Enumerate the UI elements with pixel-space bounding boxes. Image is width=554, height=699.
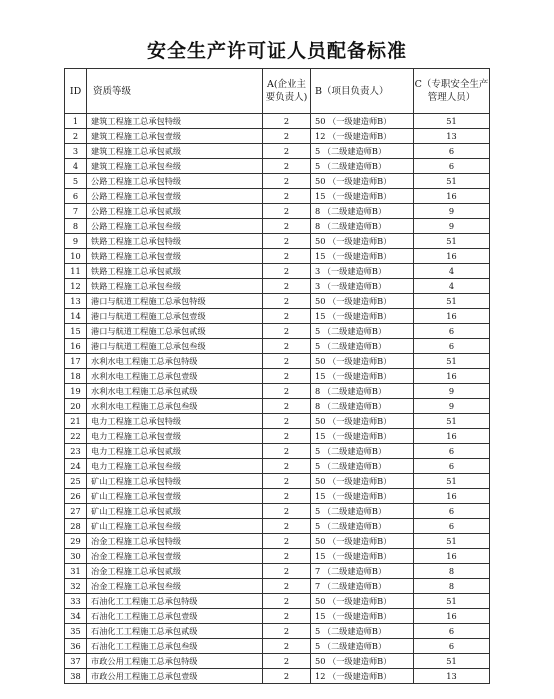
row-id-cell: 36 bbox=[65, 639, 87, 654]
table-row bbox=[65, 459, 490, 474]
row-grade-cell: 铁路工程施工总承包壹级 bbox=[87, 249, 263, 264]
row-a-cell: 2 bbox=[263, 114, 311, 129]
row-a-cell: 2 bbox=[263, 309, 311, 324]
row-c-cell: 16 bbox=[414, 249, 490, 264]
row-c-cell: 4 bbox=[414, 279, 490, 294]
row-a-cell: 2 bbox=[263, 594, 311, 609]
row-grade-cell: 铁路工程施工总承包特级 bbox=[87, 234, 263, 249]
table-row bbox=[65, 564, 490, 579]
row-c-cell: 51 bbox=[414, 474, 490, 489]
row-c-cell: 6 bbox=[414, 339, 490, 354]
row-grade-cell: 矿山工程施工总承包贰级 bbox=[87, 504, 263, 519]
row-grade-cell: 水利水电工程施工总承包贰级 bbox=[87, 384, 263, 399]
row-b-cell: 50 （一级建造师B） bbox=[311, 294, 414, 309]
row-c-cell: 6 bbox=[414, 639, 490, 654]
row-b-cell: 15 （一级建造师B） bbox=[311, 249, 414, 264]
table-row bbox=[65, 309, 490, 324]
row-grade-cell: 水利水电工程施工总承包壹级 bbox=[87, 369, 263, 384]
row-a-cell: 2 bbox=[263, 159, 311, 174]
row-a-cell: 2 bbox=[263, 144, 311, 159]
row-a-cell: 2 bbox=[263, 384, 311, 399]
row-c-cell: 4 bbox=[414, 264, 490, 279]
row-a-cell: 2 bbox=[263, 489, 311, 504]
row-b-cell: 5 （二级建造师B） bbox=[311, 519, 414, 534]
table-row bbox=[65, 414, 490, 429]
table-row bbox=[65, 519, 490, 534]
row-a-cell: 2 bbox=[263, 639, 311, 654]
row-a-cell: 2 bbox=[263, 174, 311, 189]
row-a-cell: 2 bbox=[263, 504, 311, 519]
table-row bbox=[65, 624, 490, 639]
row-b-cell: 15 （一级建造师B） bbox=[311, 429, 414, 444]
row-b-cell: 5 （二级建造师B） bbox=[311, 504, 414, 519]
row-c-cell: 51 bbox=[414, 594, 490, 609]
row-b-cell: 50 （一级建造师B） bbox=[311, 234, 414, 249]
row-c-cell: 51 bbox=[414, 174, 490, 189]
staffing-standard-table bbox=[64, 68, 490, 684]
row-id-cell: 21 bbox=[65, 414, 87, 429]
row-b-cell: 15 （一级建造师B） bbox=[311, 549, 414, 564]
row-b-cell: 5 （二级建造师B） bbox=[311, 339, 414, 354]
row-grade-cell: 港口与航道工程施工总承包贰级 bbox=[87, 324, 263, 339]
row-grade-cell: 市政公用工程施工总承包特级 bbox=[87, 654, 263, 669]
row-b-cell: 50 （一级建造师B） bbox=[311, 654, 414, 669]
row-c-cell: 6 bbox=[414, 144, 490, 159]
row-c-cell: 16 bbox=[414, 549, 490, 564]
row-grade-cell: 石油化工工程施工总承包贰级 bbox=[87, 624, 263, 639]
row-id-cell: 37 bbox=[65, 654, 87, 669]
table-row bbox=[65, 339, 490, 354]
row-id-cell: 25 bbox=[65, 474, 87, 489]
table-row bbox=[65, 489, 490, 504]
row-id-cell: 6 bbox=[65, 189, 87, 204]
row-c-cell: 6 bbox=[414, 519, 490, 534]
row-a-cell: 2 bbox=[263, 624, 311, 639]
table-row bbox=[65, 549, 490, 564]
row-a-cell: 2 bbox=[263, 459, 311, 474]
row-a-cell: 2 bbox=[263, 519, 311, 534]
header-c: C（专职安全生产管理人员） bbox=[414, 69, 490, 114]
row-id-cell: 10 bbox=[65, 249, 87, 264]
row-c-cell: 16 bbox=[414, 189, 490, 204]
row-b-cell: 5 （二级建造师B） bbox=[311, 159, 414, 174]
row-b-cell: 50 （一级建造师B） bbox=[311, 594, 414, 609]
row-id-cell: 33 bbox=[65, 594, 87, 609]
row-grade-cell: 矿山工程施工总承包叁级 bbox=[87, 519, 263, 534]
row-c-cell: 9 bbox=[414, 204, 490, 219]
row-c-cell: 51 bbox=[414, 654, 490, 669]
row-c-cell: 6 bbox=[414, 624, 490, 639]
row-grade-cell: 建筑工程施工总承包叁级 bbox=[87, 159, 263, 174]
row-id-cell: 15 bbox=[65, 324, 87, 339]
row-b-cell: 5 （二级建造师B） bbox=[311, 639, 414, 654]
row-c-cell: 51 bbox=[414, 534, 490, 549]
table-row bbox=[65, 189, 490, 204]
row-b-cell: 3 （一级建造师B） bbox=[311, 264, 414, 279]
table-row bbox=[65, 144, 490, 159]
row-b-cell: 15 （一级建造师B） bbox=[311, 369, 414, 384]
table-row bbox=[65, 324, 490, 339]
table-row bbox=[65, 369, 490, 384]
table-row bbox=[65, 159, 490, 174]
table-row bbox=[65, 504, 490, 519]
table-row bbox=[65, 609, 490, 624]
row-grade-cell: 矿山工程施工总承包特级 bbox=[87, 474, 263, 489]
row-id-cell: 28 bbox=[65, 519, 87, 534]
row-id-cell: 4 bbox=[65, 159, 87, 174]
row-id-cell: 5 bbox=[65, 174, 87, 189]
table-row bbox=[65, 264, 490, 279]
row-a-cell: 2 bbox=[263, 219, 311, 234]
table-row bbox=[65, 114, 490, 129]
row-a-cell: 2 bbox=[263, 294, 311, 309]
row-b-cell: 3 （一级建造师B） bbox=[311, 279, 414, 294]
row-id-cell: 30 bbox=[65, 549, 87, 564]
row-b-cell: 8 （二级建造师B） bbox=[311, 384, 414, 399]
row-id-cell: 22 bbox=[65, 429, 87, 444]
row-b-cell: 5 （二级建造师B） bbox=[311, 624, 414, 639]
row-a-cell: 2 bbox=[263, 189, 311, 204]
row-id-cell: 35 bbox=[65, 624, 87, 639]
row-b-cell: 12 （一级建造师B） bbox=[311, 669, 414, 684]
table-row bbox=[65, 579, 490, 594]
row-grade-cell: 建筑工程施工总承包壹级 bbox=[87, 129, 263, 144]
row-c-cell: 51 bbox=[414, 114, 490, 129]
row-grade-cell: 石油化工工程施工总承包壹级 bbox=[87, 609, 263, 624]
row-grade-cell: 冶金工程施工总承包叁级 bbox=[87, 579, 263, 594]
table-row bbox=[65, 234, 490, 249]
row-a-cell: 2 bbox=[263, 534, 311, 549]
row-a-cell: 2 bbox=[263, 264, 311, 279]
header-id: ID bbox=[65, 69, 87, 114]
row-id-cell: 12 bbox=[65, 279, 87, 294]
row-a-cell: 2 bbox=[263, 549, 311, 564]
row-grade-cell: 水利水电工程施工总承包特级 bbox=[87, 354, 263, 369]
table-body bbox=[65, 114, 490, 684]
row-a-cell: 2 bbox=[263, 204, 311, 219]
table-row bbox=[65, 474, 490, 489]
row-b-cell: 5 （二级建造师B） bbox=[311, 444, 414, 459]
row-b-cell: 15 （一级建造师B） bbox=[311, 489, 414, 504]
table-row bbox=[65, 204, 490, 219]
row-b-cell: 5 （二级建造师B） bbox=[311, 324, 414, 339]
table-row bbox=[65, 249, 490, 264]
row-b-cell: 15 （一级建造师B） bbox=[311, 609, 414, 624]
row-b-cell: 50 （一级建造师B） bbox=[311, 414, 414, 429]
row-grade-cell: 公路工程施工总承包叁级 bbox=[87, 219, 263, 234]
row-grade-cell: 铁路工程施工总承包叁级 bbox=[87, 279, 263, 294]
header-grade: 资质等级 bbox=[87, 69, 263, 114]
row-a-cell: 2 bbox=[263, 669, 311, 684]
row-a-cell: 2 bbox=[263, 324, 311, 339]
row-c-cell: 51 bbox=[414, 234, 490, 249]
row-c-cell: 16 bbox=[414, 309, 490, 324]
table-row bbox=[65, 354, 490, 369]
row-b-cell: 8 （二级建造师B） bbox=[311, 219, 414, 234]
header-row bbox=[65, 69, 490, 114]
row-b-cell: 7 （二级建造师B） bbox=[311, 579, 414, 594]
row-id-cell: 27 bbox=[65, 504, 87, 519]
row-grade-cell: 港口与航道工程施工总承包壹级 bbox=[87, 309, 263, 324]
row-b-cell: 50 （一级建造师B） bbox=[311, 534, 414, 549]
row-id-cell: 1 bbox=[65, 114, 87, 129]
row-grade-cell: 石油化工工程施工总承包叁级 bbox=[87, 639, 263, 654]
row-a-cell: 2 bbox=[263, 444, 311, 459]
row-id-cell: 23 bbox=[65, 444, 87, 459]
row-grade-cell: 公路工程施工总承包壹级 bbox=[87, 189, 263, 204]
row-id-cell: 14 bbox=[65, 309, 87, 324]
table-row bbox=[65, 534, 490, 549]
row-id-cell: 24 bbox=[65, 459, 87, 474]
row-c-cell: 51 bbox=[414, 294, 490, 309]
row-grade-cell: 电力工程施工总承包贰级 bbox=[87, 444, 263, 459]
row-id-cell: 19 bbox=[65, 384, 87, 399]
table-row bbox=[65, 279, 490, 294]
row-a-cell: 2 bbox=[263, 429, 311, 444]
row-b-cell: 50 （一级建造师B） bbox=[311, 114, 414, 129]
row-b-cell: 12 （一级建造师B） bbox=[311, 129, 414, 144]
header-a: A(企业主要负责人) bbox=[263, 69, 311, 114]
row-id-cell: 11 bbox=[65, 264, 87, 279]
row-b-cell: 50 （一级建造师B） bbox=[311, 174, 414, 189]
table-row bbox=[65, 444, 490, 459]
row-id-cell: 7 bbox=[65, 204, 87, 219]
row-c-cell: 16 bbox=[414, 489, 490, 504]
table-row bbox=[65, 294, 490, 309]
table-row bbox=[65, 669, 490, 684]
row-b-cell: 8 （二级建造师B） bbox=[311, 399, 414, 414]
row-grade-cell: 冶金工程施工总承包贰级 bbox=[87, 564, 263, 579]
table-row bbox=[65, 129, 490, 144]
table-header bbox=[65, 69, 490, 114]
row-grade-cell: 水利水电工程施工总承包叁级 bbox=[87, 399, 263, 414]
row-grade-cell: 建筑工程施工总承包特级 bbox=[87, 114, 263, 129]
row-b-cell: 7 （二级建造师B） bbox=[311, 564, 414, 579]
row-a-cell: 2 bbox=[263, 474, 311, 489]
row-id-cell: 31 bbox=[65, 564, 87, 579]
row-a-cell: 2 bbox=[263, 579, 311, 594]
row-b-cell: 50 （一级建造师B） bbox=[311, 474, 414, 489]
row-id-cell: 34 bbox=[65, 609, 87, 624]
row-c-cell: 6 bbox=[414, 444, 490, 459]
row-b-cell: 50 （一级建造师B） bbox=[311, 354, 414, 369]
page-title: 安全生产许可证人员配备标准 bbox=[146, 40, 407, 62]
table-row bbox=[65, 399, 490, 414]
row-a-cell: 2 bbox=[263, 414, 311, 429]
row-c-cell: 51 bbox=[414, 354, 490, 369]
header-b: B（项目负责人） bbox=[311, 69, 414, 114]
row-id-cell: 20 bbox=[65, 399, 87, 414]
row-grade-cell: 公路工程施工总承包贰级 bbox=[87, 204, 263, 219]
row-id-cell: 26 bbox=[65, 489, 87, 504]
row-b-cell: 5 （二级建造师B） bbox=[311, 459, 414, 474]
row-c-cell: 16 bbox=[414, 609, 490, 624]
table-row bbox=[65, 654, 490, 669]
row-b-cell: 15 （一级建造师B） bbox=[311, 189, 414, 204]
row-a-cell: 2 bbox=[263, 654, 311, 669]
row-grade-cell: 港口与航道工程施工总承包特级 bbox=[87, 294, 263, 309]
row-grade-cell: 冶金工程施工总承包特级 bbox=[87, 534, 263, 549]
row-c-cell: 16 bbox=[414, 369, 490, 384]
row-c-cell: 9 bbox=[414, 219, 490, 234]
table-row bbox=[65, 429, 490, 444]
row-a-cell: 2 bbox=[263, 129, 311, 144]
row-grade-cell: 冶金工程施工总承包壹级 bbox=[87, 549, 263, 564]
row-a-cell: 2 bbox=[263, 609, 311, 624]
row-c-cell: 6 bbox=[414, 159, 490, 174]
row-c-cell: 6 bbox=[414, 324, 490, 339]
row-c-cell: 16 bbox=[414, 429, 490, 444]
row-grade-cell: 铁路工程施工总承包贰级 bbox=[87, 264, 263, 279]
row-grade-cell: 电力工程施工总承包特级 bbox=[87, 414, 263, 429]
row-a-cell: 2 bbox=[263, 339, 311, 354]
row-a-cell: 2 bbox=[263, 399, 311, 414]
row-id-cell: 32 bbox=[65, 579, 87, 594]
row-id-cell: 17 bbox=[65, 354, 87, 369]
row-c-cell: 8 bbox=[414, 579, 490, 594]
row-b-cell: 5 （二级建造师B） bbox=[311, 144, 414, 159]
row-grade-cell: 港口与航道工程施工总承包叁级 bbox=[87, 339, 263, 354]
row-c-cell: 13 bbox=[414, 129, 490, 144]
row-a-cell: 2 bbox=[263, 279, 311, 294]
row-b-cell: 8 （二级建造师B） bbox=[311, 204, 414, 219]
row-c-cell: 9 bbox=[414, 384, 490, 399]
row-grade-cell: 矿山工程施工总承包壹级 bbox=[87, 489, 263, 504]
row-c-cell: 9 bbox=[414, 399, 490, 414]
row-id-cell: 8 bbox=[65, 219, 87, 234]
row-id-cell: 16 bbox=[65, 339, 87, 354]
row-grade-cell: 市政公用工程施工总承包壹级 bbox=[87, 669, 263, 684]
row-id-cell: 29 bbox=[65, 534, 87, 549]
row-a-cell: 2 bbox=[263, 354, 311, 369]
row-id-cell: 3 bbox=[65, 144, 87, 159]
row-c-cell: 13 bbox=[414, 669, 490, 684]
row-id-cell: 13 bbox=[65, 294, 87, 309]
row-a-cell: 2 bbox=[263, 564, 311, 579]
row-c-cell: 6 bbox=[414, 504, 490, 519]
row-c-cell: 8 bbox=[414, 564, 490, 579]
row-id-cell: 38 bbox=[65, 669, 87, 684]
row-id-cell: 2 bbox=[65, 129, 87, 144]
row-c-cell: 6 bbox=[414, 459, 490, 474]
row-grade-cell: 建筑工程施工总承包贰级 bbox=[87, 144, 263, 159]
row-grade-cell: 电力工程施工总承包壹级 bbox=[87, 429, 263, 444]
row-a-cell: 2 bbox=[263, 369, 311, 384]
row-grade-cell: 公路工程施工总承包特级 bbox=[87, 174, 263, 189]
table-row bbox=[65, 174, 490, 189]
table-row bbox=[65, 219, 490, 234]
table-row bbox=[65, 594, 490, 609]
row-id-cell: 9 bbox=[65, 234, 87, 249]
row-grade-cell: 石油化工工程施工总承包特级 bbox=[87, 594, 263, 609]
row-id-cell: 18 bbox=[65, 369, 87, 384]
table-row bbox=[65, 639, 490, 654]
table-row bbox=[65, 384, 490, 399]
row-c-cell: 51 bbox=[414, 414, 490, 429]
row-a-cell: 2 bbox=[263, 234, 311, 249]
row-b-cell: 15 （一级建造师B） bbox=[311, 309, 414, 324]
row-grade-cell: 电力工程施工总承包叁级 bbox=[87, 459, 263, 474]
row-a-cell: 2 bbox=[263, 249, 311, 264]
